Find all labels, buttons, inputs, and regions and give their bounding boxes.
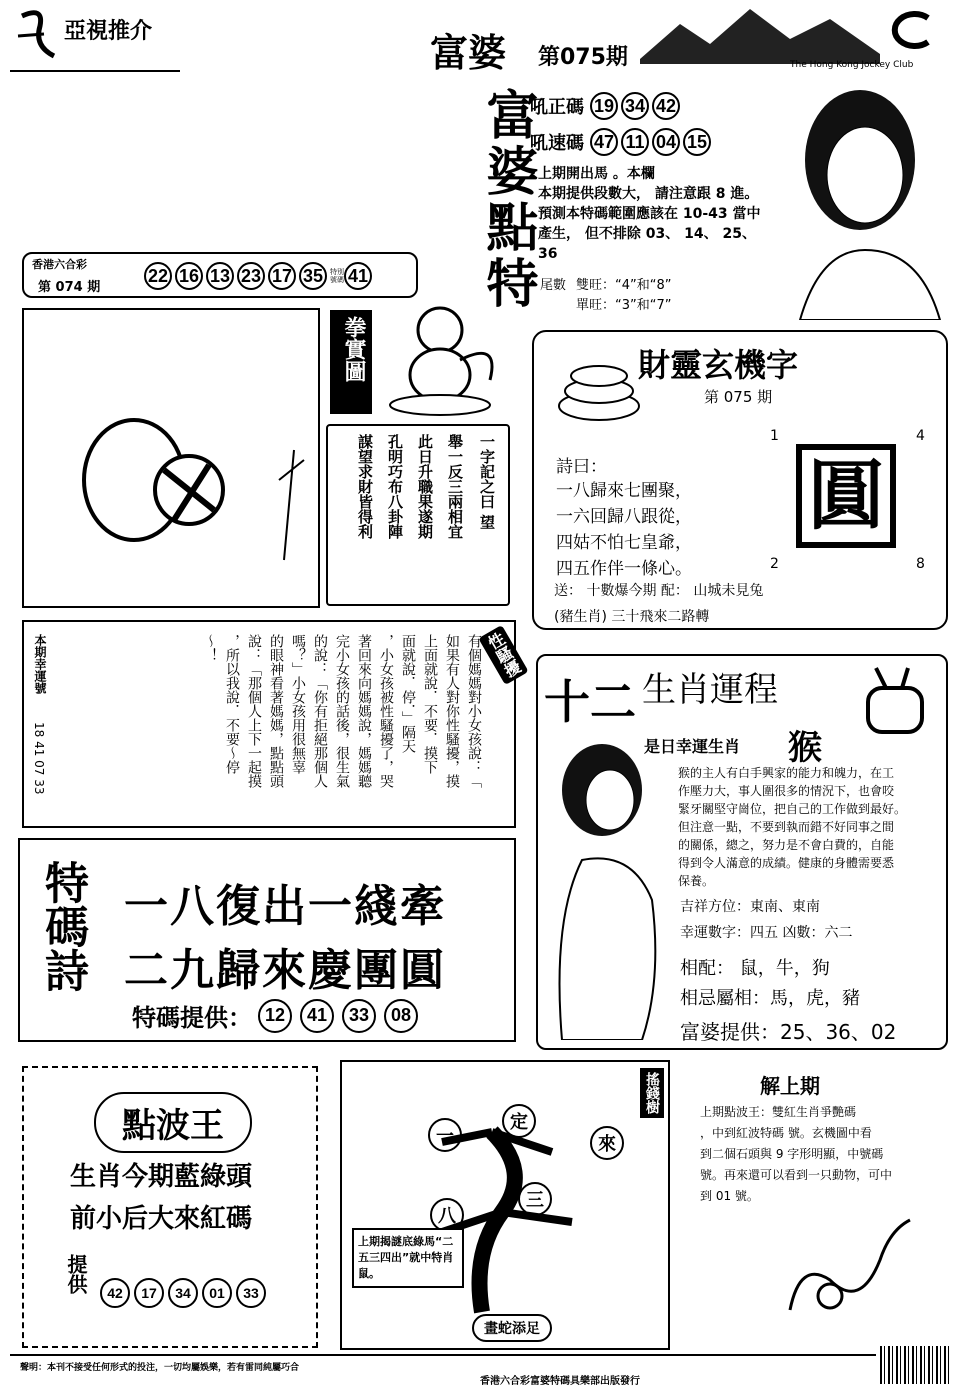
special-ball: 41 (300, 999, 334, 1033)
tail-line: 單旺：“3”和“7” (576, 298, 672, 313)
lottery-ball: 23 (237, 262, 265, 290)
issue-number: 第075期 (538, 45, 628, 70)
joke-col: 嗎？」小女孩用很無辜 (290, 634, 306, 774)
poem-col: 孔明巧布八卦陣 (386, 434, 404, 539)
lucky-side-numbers: 18 41 07 33 (32, 722, 46, 795)
lottery-result-box (22, 252, 418, 298)
poem-col: 舉一反三兩相宜 (446, 434, 464, 539)
wave-ball: 01 (202, 1278, 232, 1308)
poem-line: 四五作伴一條心。 (556, 559, 692, 579)
woman-portrait-image (780, 80, 950, 320)
joke-box (22, 620, 516, 828)
lottery-issue: 第 074 期 (38, 280, 101, 295)
desc-line: 緊牙關堅守崗位，把自己的工作做到最好。 (678, 802, 907, 816)
wave-king-box (22, 1066, 318, 1348)
tree-fruit: 三 (518, 1182, 552, 1216)
note-line: 36 (538, 246, 558, 262)
woman-image (542, 740, 682, 1040)
joke-col: ，所以我說．不要～停 (224, 634, 240, 774)
joke-col: 上面就說．不要．摸下 (422, 634, 438, 774)
fast-code-ball: 15 (683, 128, 711, 156)
wave-king-line: 前小后大來紅碼 (70, 1204, 253, 1234)
fast-code-ball: 11 (621, 128, 649, 156)
logo-text: 亞視推介 (64, 19, 153, 44)
desc-line: 得到令人滿意的成績。健康的身體需要悉 (678, 856, 895, 870)
note-line: 上期開出馬 。本欄 (538, 166, 655, 182)
note-line: 本期提供段數大， 請注意跟 8 進。 (538, 186, 759, 202)
note-line: 產生， 但不排除 03、 14、 25、 (538, 226, 756, 242)
zodiac-title-big: 十二 (544, 675, 636, 729)
poem-line: 一八歸來七團聚， (556, 481, 692, 501)
joke-col: ～！ (202, 634, 218, 662)
explain-title: 解上期 (760, 1074, 820, 1098)
special-ball: 41 (344, 262, 372, 290)
lucky-side-title: 本期幸運號 (33, 634, 47, 694)
poem-label: 詩曰： (556, 457, 607, 477)
zodiac-direction: 吉祥方位：東南、東南 (680, 899, 820, 915)
lottery-label: 香港六合彩 (32, 258, 87, 271)
bird-ball-image (24, 310, 318, 606)
lottery-ball: 13 (206, 262, 234, 290)
lottery-ball: 16 (175, 262, 203, 290)
special-poem-line: 二九歸來慶團圓 (124, 945, 446, 996)
fist-image (856, 664, 940, 748)
xuanji-title: 財靈玄機字 (638, 346, 799, 384)
jockey-club-logo-icon (880, 8, 936, 52)
special-provide-label: 特碼提供： (132, 1004, 252, 1032)
desc-line: 的關係，總之，努力是不會白費的，自能 (678, 838, 895, 852)
joke-col: 有個媽媽對小女孩說：「 (466, 634, 482, 788)
animal-sketch-image (770, 1200, 930, 1320)
fast-code-row (530, 128, 714, 156)
xuanji-footer: (豬生肖) 三十飛來二路轉 (554, 609, 710, 625)
joke-col: 如果有人對你性騷擾，摸 (444, 634, 460, 788)
tree-fruit: 來 (590, 1126, 624, 1160)
wave-ball: 42 (100, 1278, 130, 1308)
fast-code-label: 吼速碼 (530, 133, 584, 154)
poem-line: 一六回歸八跟從， (556, 507, 692, 527)
zodiac-desc (678, 764, 906, 890)
zodiac-match: 相配： 鼠，牛，狗 (680, 958, 830, 979)
poem-line: 四姑不怕七皇爺， (556, 533, 692, 553)
barcode-image (880, 1346, 952, 1384)
joke-col: 說：「那個人上下一起摸 (246, 634, 262, 788)
lucky-animal: 猴 (788, 728, 822, 768)
special-ball: 33 (342, 999, 376, 1033)
main-code-row (530, 92, 683, 120)
tail-numbers (540, 276, 672, 316)
corner-num: 1 (770, 428, 779, 444)
wave-ball: 17 (134, 1278, 164, 1308)
point-special-notes (538, 164, 761, 264)
corner-num: 4 (916, 428, 925, 444)
explain-line: 到 01 號。 (700, 1189, 759, 1203)
zodiac-provide: 富婆提供：25、36、02 (680, 1020, 897, 1044)
wave-king-balls (100, 1278, 269, 1308)
poem-col: 謀望求財皆得利 (356, 434, 374, 539)
xuanji-issue: 第 075 期 (704, 388, 773, 406)
wave-king-provide-label: 提供 (64, 1254, 88, 1294)
lottery-ball: 22 (144, 262, 172, 290)
lottery-ball: 17 (268, 262, 296, 290)
joke-columns (200, 634, 484, 788)
puzzle-poem-scroll (326, 424, 510, 606)
wave-ball: 34 (168, 1278, 198, 1308)
fast-code-ball: 04 (652, 128, 680, 156)
desc-line: 但注意一點，不要到執而錯不好同事之間 (678, 820, 895, 834)
explain-line: ，中到紅波特碼 號。玄機圖中看 (700, 1126, 872, 1140)
lucky-animal-label: 是日幸運生肖 (644, 737, 741, 756)
explain-text (700, 1102, 892, 1207)
page-title: 富婆 (430, 31, 507, 75)
zodiac-clash: 相忌屬相：馬，虎，豬 (680, 988, 860, 1009)
joke-col: 的眼神看著媽媽，點點頭 (268, 634, 284, 788)
main-code-ball: 42 (652, 92, 680, 120)
tree-fruit: 定 (502, 1104, 536, 1138)
corner-num: 2 (770, 556, 779, 572)
cupid-image (380, 290, 510, 420)
money-tree-box (340, 1060, 670, 1350)
atv-logo-icon (14, 6, 64, 62)
lottery-balls (144, 262, 375, 290)
joke-col: 完小女孩的話後，很生氣 (334, 634, 350, 788)
main-code-label: 吼正碼 (530, 97, 584, 118)
joke-col: 的說：「你有拒絕那個人 (312, 634, 328, 788)
puzzle-title: 拳實圖 (341, 316, 366, 382)
tail-label: 尾數 (540, 278, 567, 293)
special-provide-row (132, 998, 421, 1033)
xuanji-box (532, 330, 948, 630)
poem-col: 此日升職果遂期 (416, 434, 434, 539)
special-poem-box (18, 838, 516, 1042)
money-tree-caption: 畫蛇添足 (472, 1314, 552, 1342)
tail-line: 雙旺：“4”和“8” (576, 278, 672, 293)
wave-ball: 33 (236, 1278, 266, 1308)
money-tree-tag: 搖錢樹 (640, 1068, 664, 1118)
landscape-image (640, 4, 880, 64)
point-special-title: 富婆點特 (477, 88, 538, 312)
big-character: 圓 (796, 444, 896, 548)
puzzle-title-box (330, 310, 372, 414)
zodiac-box (536, 654, 948, 1050)
xuanji-poem (556, 478, 692, 582)
puzzle-picture-box (22, 308, 320, 608)
joke-tag: 性騷擾 (478, 625, 528, 685)
footer-disclaimer: 聲明：本刊不接受任何形式的投注，一切均屬娛樂，若有雷同純屬巧合 (20, 1363, 300, 1373)
desc-line: 保養。 (678, 874, 715, 888)
coins-image (554, 346, 644, 426)
explain-line: 號。再來還可以看到一只動物，可中 (700, 1168, 893, 1182)
special-ball: 08 (384, 999, 418, 1033)
money-tree-note: 上期揭謎底綠馬“二五三四出”就中特肖鼠。 (352, 1228, 464, 1288)
footer-publisher: 香港六合彩富婆特碼具樂部出版發行 (480, 1376, 640, 1387)
lottery-ball: 35 (299, 262, 327, 290)
jockey-club-text: The Hong Kong Jockey Club (790, 60, 914, 70)
footer-rule (10, 1354, 876, 1356)
main-code-ball: 34 (621, 92, 649, 120)
xuanji-footer: 送： 十數爆今期 配： 山城未見兔 (554, 583, 764, 599)
desc-line: 猴的主人有白手興家的能力和魄力，在工 (678, 766, 895, 780)
special-poem-line: 一八復出一綫牽 (124, 881, 446, 932)
explain-line: 上期點波王：雙紅生肖爭艷碼 (700, 1105, 857, 1119)
fast-code-ball: 47 (590, 128, 618, 156)
header-rule (10, 70, 180, 72)
wave-king-title: 點波王 (94, 1092, 252, 1153)
zodiac-numbers: 幸運數字：四五 凶數：六二 (680, 925, 853, 941)
tree-fruit: 八 (430, 1198, 464, 1232)
joke-col: 著回來向媽媽說，媽媽聽 (356, 634, 372, 788)
note-line: 預測本特碼範圍應該在 10-43 當中 (538, 206, 761, 222)
tree-fruit: 一 (428, 1118, 462, 1152)
zodiac-title-small: 生肖運程 (642, 670, 778, 710)
joke-col: ，小女孩被性騷擾了，哭 (378, 634, 394, 788)
joke-col: 面就說．停．」隔天 (400, 634, 416, 753)
main-code-ball: 19 (590, 92, 618, 120)
desc-line: 作壓力大，事人圍很多的情況下，也會咬 (678, 784, 895, 798)
special-label: 特別號碼 (330, 268, 344, 284)
poem-col: 一字記之曰 望 (478, 434, 496, 530)
corner-num: 8 (916, 556, 925, 572)
wave-king-line: 生肖今期藍綠頭 (70, 1162, 253, 1192)
explain-line: 到二個石頭與 9 字形明顯，中號碼 (700, 1147, 884, 1161)
special-poem-label: 特碼詩 (37, 860, 88, 992)
special-ball: 12 (258, 999, 292, 1033)
